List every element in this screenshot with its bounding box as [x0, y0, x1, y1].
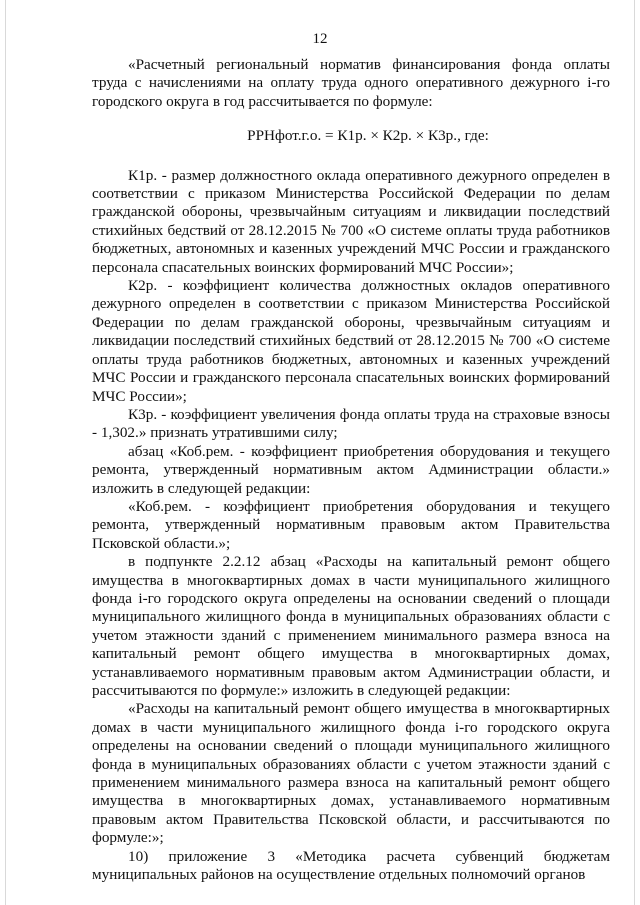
paragraph-item-10: 10) приложение 3 «Методика расчета субвенций бюджетам муниципальных районов на осуществление отдельных полномочий органов	[92, 847, 610, 884]
page-number: 12	[312, 31, 328, 47]
paragraph-2-2-12-old: в подпункте 2.2.12 абзац «Расходы на капитальный ремонт общего имущества в многоквартирных домах в части муниципального жилищного фонда i-го городского округа определены на основании сведений о площади муниципального жилищного фонда в муниципальных образованиях области с учетом этажности зданий с применением минимального размера взноса на капитальный ремонт общего имущества в многоквартирных домах, устанавливаемого нормативным правовым актом Администрации области, и рассчитываются по формуле:» изложить в следующей редакции:	[92, 553, 610, 699]
page-edge-right	[634, 0, 635, 905]
paragraph-intro: «Расчетный региональный норматив финансирования фонда оплаты труда с начислениями на оплату труда одного оперативного дежурного i-го городского округа в год рассчитывается по формуле:	[92, 56, 610, 110]
page-edge-left	[5, 0, 6, 905]
paragraph-k2: К2р. - коэффициент количества должностных окладов оперативного дежурного определен в соответствии с приказом Министерства Российской Федерации по делам гражданской обороны, чрезвычайным ситуациям и ликвидации последствий стихийных бедствий от 28.12.2015 № 700 «О системе оплаты труда работников бюджетных, автономных и казенных учреждений МЧС России и гражданского персонала спасательных воинских формирований МЧС России»;	[92, 277, 610, 405]
formula: РРНфот.г.о. = К1р. × К2р. × К3р., где:	[247, 127, 489, 145]
document-body	[92, 56, 610, 884]
paragraph-k3: К3р. - коэффициент увеличения фонда оплаты труда на страховые взносы - 1,302.» признать утратившими силу;	[92, 405, 610, 442]
paragraph-2-2-12-new: «Расходы на капитальный ремонт общего имущества в многоквартирных домах в части муниципального жилищного фонда i-го городского округа определены на основании сведений о площади муниципального жилищного фонда в муниципальных образованиях области с учетом этажности зданий с применением минимального размера взноса на капитальный ремонт общего имущества в многоквартирных домах, устанавливаемого нормативным правовым актом Правительства Псковской области, и рассчитываются по формуле:»;	[92, 700, 610, 847]
paragraph-k1: К1р. - размер должностного оклада оперативного дежурного определен в соответствии с приказом Министерства Российской Федерации по делам гражданской обороны, чрезвычайным ситуациям и ликвидации последствий стихийных бедствий от 28.12.2015 № 700 «О системе оплаты труда работников бюджетных, автономных и казенных учреждений МЧС России и гражданского персонала спасательных воинских формирований МЧС России»;	[92, 166, 610, 276]
paragraph-kob-old: абзац «Коб.рем. - коэффициент приобретения оборудования и текущего ремонта, утвержденный нормативным актом Администрации области.» изложить в следующей редакции:	[92, 442, 610, 497]
paragraph-kob-new: «Коб.рем. - коэффициент приобретения оборудования и текущего ремонта, утвержденный нормативным правовым актом Правительства Псковской области.»;	[92, 497, 610, 552]
